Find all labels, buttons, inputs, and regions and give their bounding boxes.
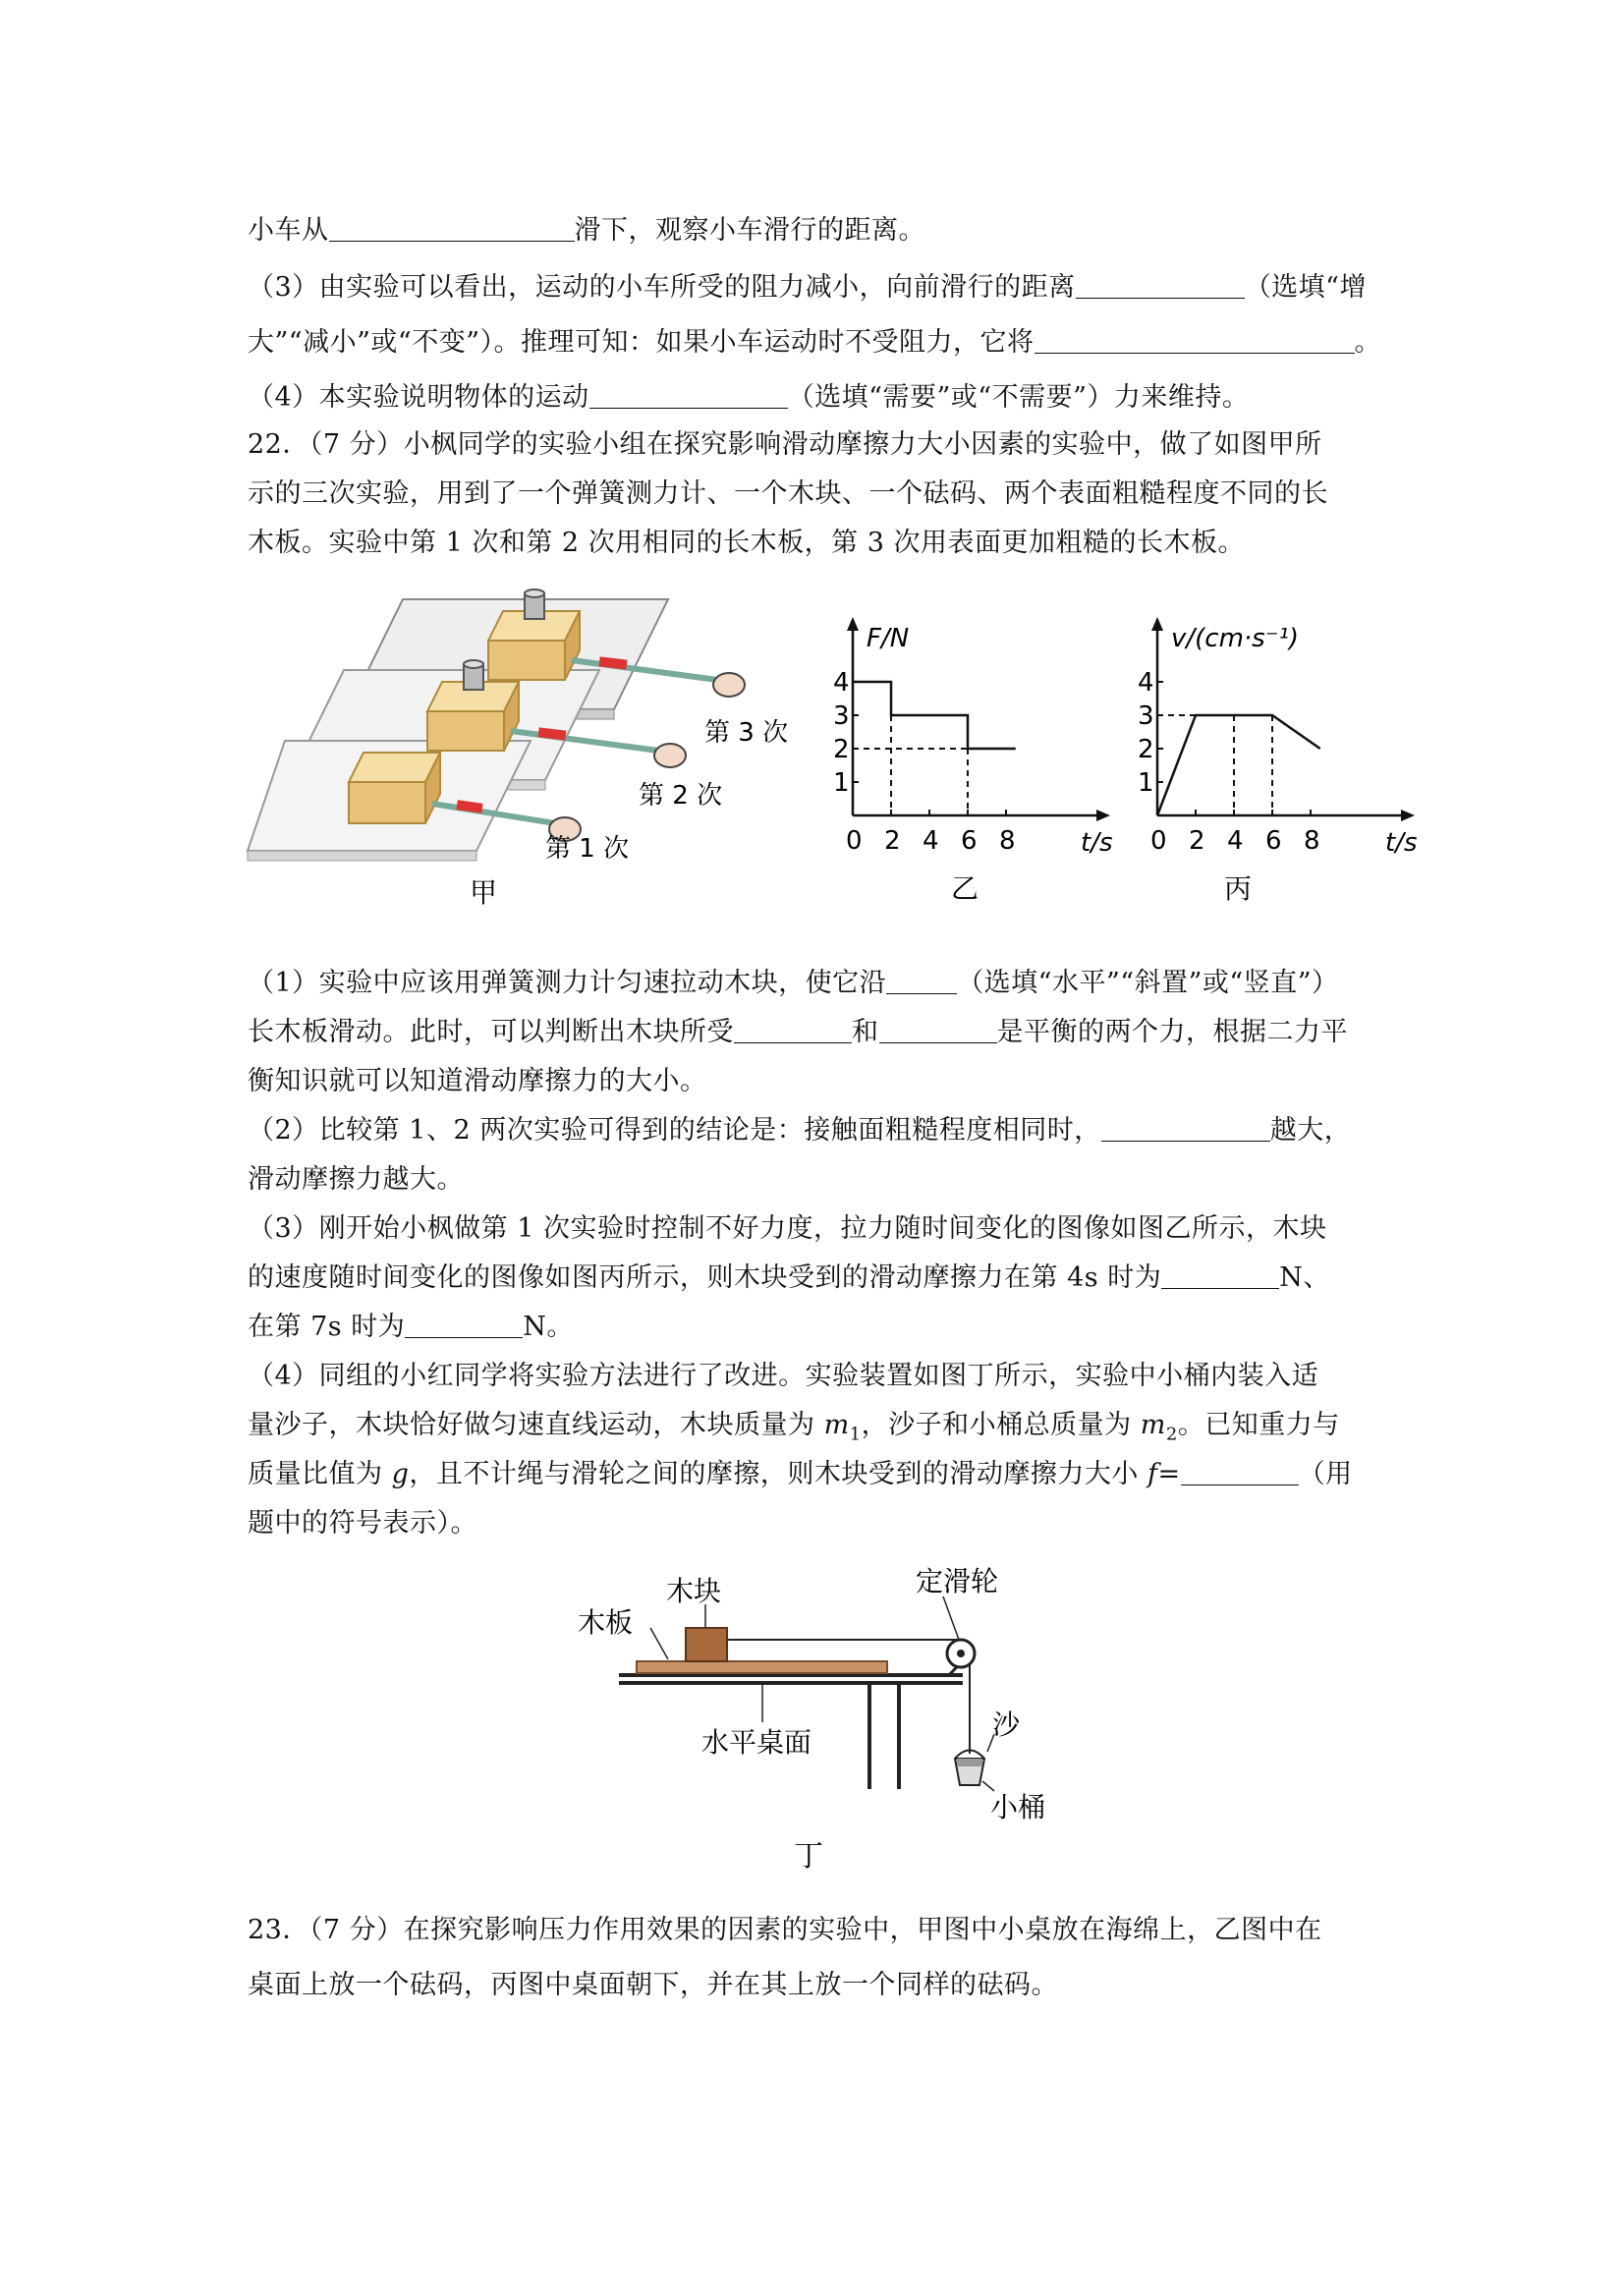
- answer-blank[interactable]: [1076, 271, 1245, 299]
- x-tick-label: 6: [961, 826, 978, 856]
- text: （选填“需要”或“不需要”）力来维持。: [787, 382, 1250, 413]
- q22-part3-line3: [248, 1305, 574, 1343]
- q22-part2-line1: [248, 1108, 1351, 1147]
- leader-line: [650, 1628, 668, 1659]
- x-axis-arrow: [1401, 810, 1415, 821]
- q21-line-3: [248, 320, 1381, 359]
- weight: [464, 660, 483, 668]
- x-tick-label: 2: [1189, 826, 1205, 856]
- caption-jia: 甲: [470, 876, 498, 909]
- y-axis-label: F/N: [867, 624, 910, 653]
- subscript: 2: [1165, 1424, 1178, 1445]
- chart-bing: [1138, 617, 1418, 858]
- text: ，且不计绳与滑轮之间的摩擦，则木块受到的滑动摩擦力大小: [409, 1459, 1147, 1489]
- label-sand: 沙: [992, 1708, 1021, 1741]
- q22-part4-line2: [248, 1403, 1340, 1444]
- x-tick-label: 6: [1265, 826, 1282, 856]
- q23-stem-2: 桌面上放一个砝码，丙图中桌面朝下，并在其上放一个同样的砝码。: [248, 1970, 1058, 2000]
- pulley-axle: [957, 1650, 965, 1657]
- x-tick-label: 8: [999, 826, 1016, 856]
- y-tick-label: 1: [1138, 768, 1154, 798]
- caption-bing: 丙: [1224, 872, 1253, 902]
- text: N、: [1279, 1262, 1330, 1293]
- text: （用: [1298, 1459, 1353, 1489]
- symbol-m: m: [1140, 1410, 1166, 1440]
- answer-blank[interactable]: [589, 381, 788, 409]
- text: 长木板滑动。此时，可以判断出木块所受: [248, 1017, 734, 1047]
- x-tick-label: 4: [923, 826, 939, 856]
- caption-ding: 丁: [794, 1839, 823, 1874]
- data-line: [1157, 715, 1320, 815]
- answer-blank[interactable]: [329, 214, 575, 242]
- figure-ding: [570, 1557, 1081, 1876]
- wood-block: [349, 782, 425, 823]
- text: 大”“减小”或“不变”）。推理可知：如果小车运动时不受阻力，它将: [248, 327, 1035, 358]
- y-axis-arrow: [1151, 617, 1163, 631]
- text: （3）由实验可以看出，运动的小车所受的阻力减小，向前滑行的距离: [248, 272, 1076, 303]
- figure-jia: [246, 572, 796, 911]
- x-tick-label: 0: [1150, 826, 1167, 856]
- y-tick-label: 4: [1138, 668, 1154, 698]
- answer-blank[interactable]: [1035, 326, 1355, 354]
- hand: [654, 744, 686, 767]
- answer-blank[interactable]: [1101, 1114, 1270, 1142]
- q21-line-2: [248, 265, 1367, 304]
- text: 的速度随时间变化的图像如图丙所示，则木块受到的滑动摩擦力在第 4s 时为: [248, 1262, 1162, 1293]
- label-bucket: 小桶: [990, 1791, 1046, 1823]
- sand: [957, 1759, 982, 1766]
- symbol-m: m: [823, 1410, 850, 1440]
- chart-yi: [833, 617, 1113, 858]
- y-tick-label: 1: [833, 768, 850, 798]
- y-axis-label: v/(cm·s⁻¹): [1171, 624, 1300, 653]
- text: 。已知重力与: [1177, 1410, 1340, 1440]
- q22-part3-line1: （3）刚开始小枫做第 1 次实验时控制不好力度，拉力随时间变化的图像如图乙所示，木块: [248, 1213, 1327, 1244]
- symbol-g: g: [391, 1459, 410, 1489]
- text: N。: [523, 1312, 574, 1342]
- answer-blank[interactable]: [879, 1016, 997, 1043]
- x-tick-label: 2: [884, 826, 901, 856]
- wood-block: [488, 641, 565, 680]
- text: 越大，: [1269, 1115, 1352, 1146]
- x-axis-label: t/s: [1385, 828, 1418, 858]
- x-tick-label: 8: [1304, 826, 1320, 856]
- y-tick-label: 3: [833, 701, 850, 731]
- wood-board: [637, 1661, 887, 1673]
- leader-line: [943, 1596, 959, 1640]
- label-trial-1: 第 1 次: [545, 834, 630, 864]
- q23-stem-1: 23．（7 分）在探究影响压力作用效果的因素的实验中，甲图中小桌放在海绵上，乙图中在: [248, 1915, 1322, 1945]
- q22-stem-1: 22．（7 分）小枫同学的实验小组在探究影响滑动摩擦力大小因素的实验中，做了如图甲所: [248, 429, 1322, 460]
- text: ，沙子和小桶总质量为: [861, 1410, 1141, 1440]
- figure-yi: [833, 607, 1118, 902]
- text: =: [1157, 1459, 1181, 1489]
- label-board: 木板: [578, 1606, 634, 1639]
- wood-block: [349, 753, 440, 782]
- label-trial-3: 第 3 次: [704, 718, 789, 748]
- answer-blank[interactable]: [734, 1016, 852, 1043]
- x-tick-label: 4: [1227, 826, 1244, 856]
- text: 。: [1354, 327, 1382, 358]
- weight: [525, 589, 544, 597]
- answer-blank[interactable]: [1181, 1458, 1299, 1485]
- q22-part4-line4: 题中的符号表示）。: [248, 1508, 477, 1539]
- text: 在第 7s 时为: [248, 1312, 406, 1342]
- text: 质量比值为: [248, 1459, 392, 1489]
- y-axis-arrow: [847, 617, 859, 631]
- q22-stem-2: 示的三次实验，用到了一个弹簧测力计、一个木块、一个砝码、两个表面粗糙程度不同的长: [248, 478, 1328, 509]
- leader-line: [982, 1781, 994, 1791]
- x-axis-label: t/s: [1081, 828, 1113, 858]
- q22-part4-line1: （4）同组的小红同学将实验方法进行了改进。实验装置如图丁所示，实验中小桶内装入适: [248, 1361, 1319, 1391]
- q22-part2-line2: 滑动摩擦力越大。: [248, 1164, 464, 1195]
- y-tick-label: 3: [1138, 701, 1154, 731]
- y-tick-label: 2: [833, 735, 850, 764]
- y-tick-label: 4: [833, 668, 850, 698]
- x-axis-arrow: [1096, 810, 1110, 821]
- data-line: [853, 682, 1016, 749]
- x-tick-label: 0: [846, 826, 863, 856]
- text: 小车从: [248, 215, 329, 246]
- caption-yi: 乙: [951, 872, 979, 902]
- board-edge: [248, 851, 476, 861]
- q22-part3-line2: [248, 1256, 1330, 1294]
- q21-line-1: [248, 208, 925, 247]
- label-trial-2: 第 2 次: [639, 781, 723, 811]
- wood-block: [686, 1628, 727, 1661]
- q22-part1-line2: [248, 1010, 1348, 1048]
- text: （4）本实验说明物体的运动: [248, 382, 589, 413]
- answer-blank[interactable]: [405, 1311, 523, 1338]
- q22-stem-3: 木板。实验中第 1 次和第 2 次用相同的长木板，第 3 次用表面更加粗糙的长木板。: [248, 528, 1246, 558]
- subscript: 1: [849, 1424, 862, 1445]
- wood-block: [427, 711, 504, 751]
- label-pulley: 定滑轮: [916, 1565, 999, 1597]
- text: （选填“水平”“斜置”或“竖直”）: [957, 968, 1339, 998]
- text: 量沙子，木块恰好做匀速直线运动，木块质量为: [248, 1410, 824, 1440]
- hand: [713, 673, 745, 697]
- text: （1）实验中应该用弹簧测力计匀速拉动木块，使它沿: [248, 968, 887, 998]
- text: 滑下，观察小车滑行的距离。: [574, 215, 925, 246]
- q22-part1-line1: [248, 961, 1339, 999]
- text: 是平衡的两个力，根据二力平: [996, 1017, 1348, 1047]
- q22-part4-line3: [248, 1452, 1353, 1490]
- q21-line-4: [248, 375, 1249, 414]
- text: （2）比较第 1、2 两次实验可得到的结论是：接触面粗糙程度相同时，: [248, 1115, 1101, 1146]
- figure-bing: [1138, 607, 1423, 902]
- y-tick-label: 2: [1138, 735, 1154, 764]
- answer-blank[interactable]: [886, 967, 957, 994]
- answer-blank[interactable]: [1161, 1261, 1279, 1289]
- label-desk: 水平桌面: [701, 1726, 812, 1759]
- q22-part1-line3: 衡知识就可以知道滑动摩擦力的大小。: [248, 1066, 707, 1096]
- text: （选填“增: [1244, 272, 1367, 303]
- symbol-f: f: [1147, 1459, 1158, 1489]
- text: 和: [852, 1017, 879, 1047]
- label-block: 木块: [666, 1575, 722, 1607]
